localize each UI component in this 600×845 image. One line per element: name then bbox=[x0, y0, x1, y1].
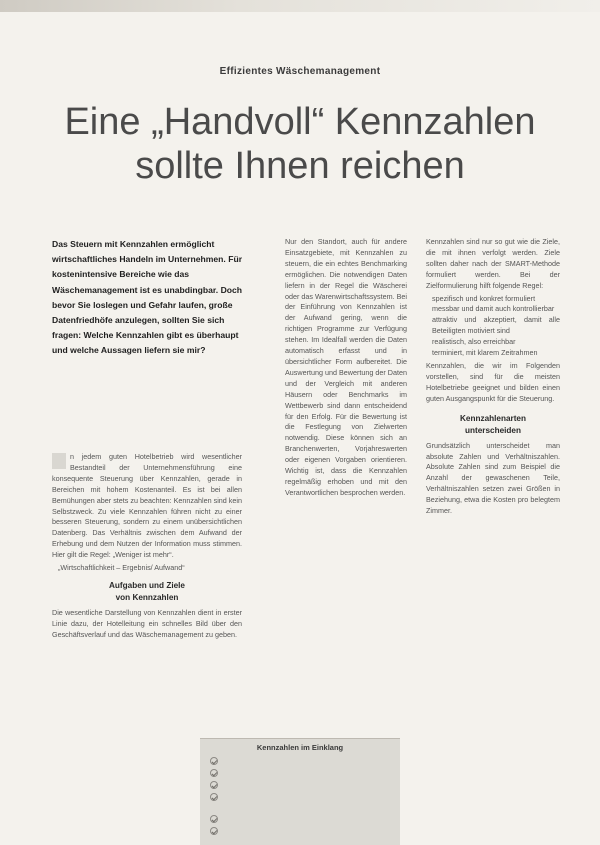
info-box-title: Kennzahlen im Einklang bbox=[256, 743, 344, 752]
check-icon bbox=[210, 769, 218, 777]
smart-bullet: spezifisch und konkret formuliert bbox=[432, 293, 536, 303]
check-icon bbox=[210, 815, 218, 823]
col2-text: Nur den Standort, auch für andere Einsatzgebiete, mit Kennzahlen zu steuern, die ein echtes Benchmarking ermöglichen. Die notwendigen Daten liefern in der Regel die Wäscherei oder das Warenwirtschaftssystem. Bei der Einführung von Kennzahlen ist der Aufwand gering, wenn die richtigen Programme zur Verfügung stehen. Im Idealfall werden die Daten automatisch erfasst und in übersichtlicher Form aufbereitet. Die Auswertung und Bewertung der Daten und der Vergleich mit anderen Häusern oder Benchmarks im Wettbewerb sind dann entscheidend für den Erfolg. Für die Bewertung ist die Festlegung von Zielwerten notwendig. Diese können sich an Branchenwerten, Vorjahreswerten oder eigenen Vorgaben orientieren. Wichtig ist, dass die Kennzahlen regelmäßig erhoben und mit den Verantwortlichen besprochen werden. bbox=[285, 237, 407, 497]
check-icon bbox=[210, 827, 218, 835]
check-icon bbox=[210, 793, 218, 801]
kicker: Effizientes Wäschemanagement bbox=[219, 66, 381, 77]
title-line-1: Eine „Handvoll“ Kennzahlen bbox=[64, 101, 536, 143]
col1-quote: „Wirtschaftlichkeit – Ergebnis/ Aufwand“ bbox=[58, 563, 185, 573]
col3-subhead-line2: unterscheiden bbox=[465, 425, 521, 435]
col1-subhead-line1: Aufgaben und Ziele bbox=[109, 580, 185, 590]
col3-text2: Kennzahlen, die wir im Folgenden vorstellen, sind für die meisten Hotelbetriebe geeignet und bilden einen guten Ausgangspunkt für die Steuerung. bbox=[426, 360, 560, 403]
col1-body: n jedem guten Hotelbetrieb wird wesentlicher Bestandteil der Unternehmensführung eine konsequente Steuerung über Kennzahlen, gerade in Bereichen mit hohem Kostenanteil. Es ist bei allen Bemühungen aber stets zu beachten: Kennzahlen sind kein Selbstzweck. Zu viele Kennzahlen führen nicht zu einer besseren Steuerung, sondern zu einem unübersichtlichen Datenberg. Das Verhältnis zwischen dem Aufwand der Erhebung und dem Nutzen der Information muss stimmen. Hier gilt die Regel: „Weniger ist mehr“. bbox=[52, 452, 242, 560]
smart-list bbox=[426, 294, 560, 359]
col1-subhead bbox=[52, 580, 242, 604]
col1-subhead-line2: von Kennzahlen bbox=[115, 592, 179, 602]
col3-text3: Grundsätzlich unterscheidet man absolute Zahlen und Verhältniszahlen. Absolute Zahlen sind zum Beispiel die Anzahl der gewaschenen Teile, Verhältniszahlen setzen zwei Größen in Beziehung, etwa die Kosten pro belegtem Zimmer. bbox=[426, 440, 560, 516]
lead-paragraph: Das Steuern mit Kennzahlen ermöglicht wirtschaftliches Handeln im Unternehmen. Für kostenintensive Bereiche wie das Wäschemanagement ist es unabdingbar. Doch bevor Sie loslegen und Gefahr laufen, große Datenfriedhöfe anzulegen, sollten Sie sich fragen: Welche Kennzahlen gibt es überhaupt und welche Aussagen liefern sie mir? bbox=[52, 239, 243, 356]
col3-subhead-line1: Kennzahlenarten bbox=[460, 413, 526, 423]
check-icon bbox=[210, 757, 218, 765]
check-icon bbox=[210, 781, 218, 789]
smart-bullet: attraktiv und akzeptiert, damit alle Beteiligten motiviert sind bbox=[432, 315, 560, 336]
col1-body2: Die wesentliche Darstellung von Kennzahlen dient in erster Linie dazu, der Hotelleitung ein schnelles Bild über den Geschäftsverlauf und das Wäschemanagement zu geben. bbox=[52, 607, 242, 639]
top-strip bbox=[0, 0, 600, 12]
smart-bullet: messbar und damit auch kontrollierbar bbox=[432, 304, 555, 314]
column-3 bbox=[426, 237, 560, 517]
column-1 bbox=[52, 452, 242, 641]
col3-text1: Kennzahlen sind nur so gut wie die Ziele, die mit ihnen verfolgt werden. Ziele sollten daher nach der SMART-Methode formuliert werden. Bei der Zielformulierung hilft folgende Regel: bbox=[426, 237, 560, 290]
smart-bullet: realistisch, also erreichbar bbox=[432, 337, 516, 347]
drop-cap bbox=[52, 453, 66, 469]
title-line-2: sollte Ihnen reichen bbox=[135, 145, 465, 187]
page-title bbox=[40, 100, 560, 188]
smart-bullet: terminiert, mit klarem Zeitrahmen bbox=[432, 348, 538, 358]
column-2 bbox=[285, 237, 407, 499]
info-box bbox=[200, 738, 400, 845]
col3-subhead bbox=[426, 413, 560, 437]
